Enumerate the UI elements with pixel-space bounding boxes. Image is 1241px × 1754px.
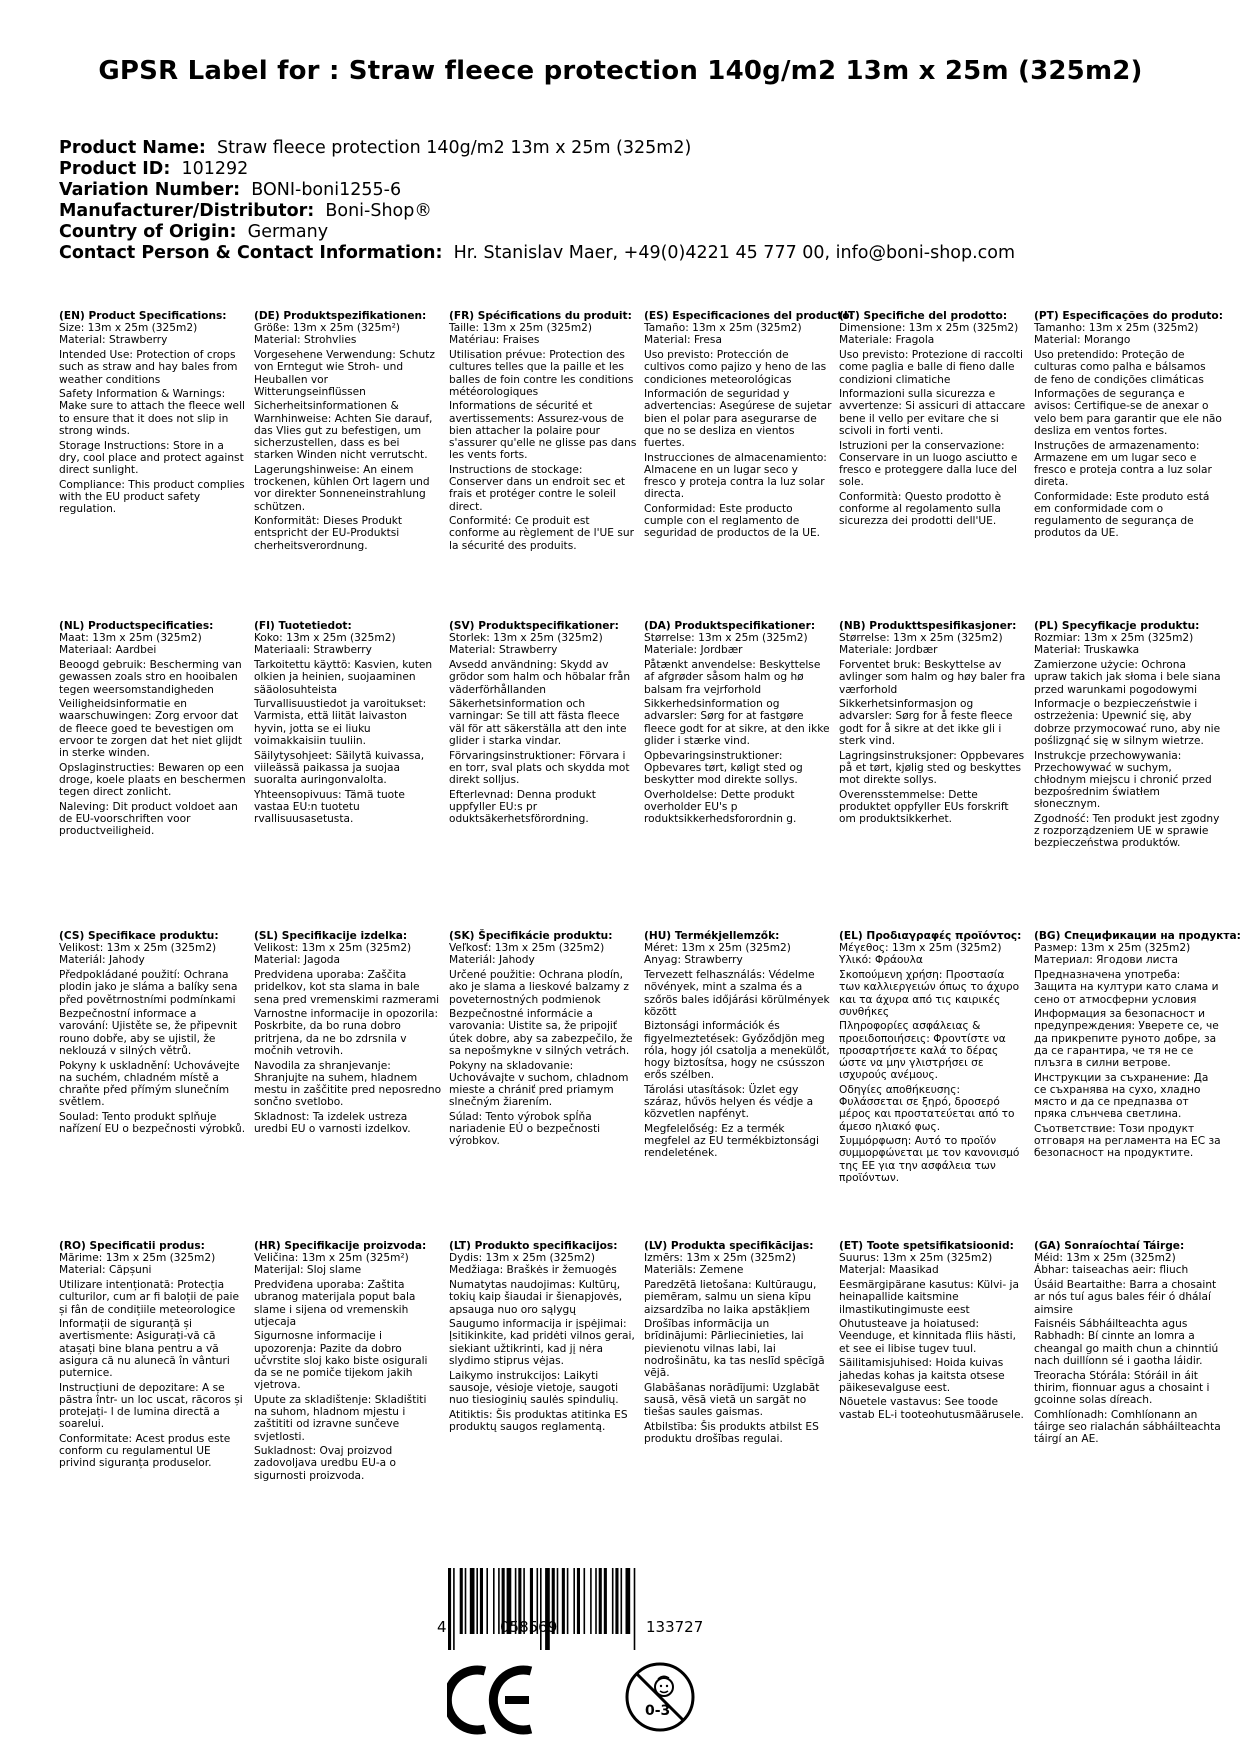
spec-block: [449, 620, 637, 828]
spec-line: Efterlevnad: Denna produkt uppfyller EU:s pr oduktsäkerhetsförordning.: [449, 788, 596, 826]
spec-line: Veličina: 13m x 25m (325m²): [254, 1252, 409, 1265]
info-row: [59, 222, 1015, 243]
spec-line: Mărime: 13m x 25m (325m2): [59, 1252, 216, 1265]
spec-block: [1034, 1240, 1222, 1448]
page-title: GPSR Label for : Straw fleece protection 140g/m2 13m x 25m (325m2): [98, 56, 1143, 86]
ce-mark-icon: [447, 1665, 537, 1735]
spec-heading: (ET) Toote spetsifikatsioonid:: [839, 1240, 1014, 1252]
spec-line: Säilitamisjuhised: Hoida kuivas jahedas kohas ja kaitsta otsese päikesevalguse eest.: [839, 1357, 1005, 1394]
spec-heading: (FR) Spécifications du produit:: [449, 310, 632, 322]
spec-heading: (DE) Produktspezifikationen:: [254, 310, 427, 322]
spec-line: Tervezett felhasználás: Védelme növények, mint a szalma és a szőrös bales időjárási körülmények között: [644, 969, 830, 1018]
spec-line: Overholdelse: Dette produkt overholder EU's p roduktsikkerhedsforordnin g.: [644, 788, 797, 826]
spec-line: Materiale: Jordbær: [839, 644, 938, 657]
spec-heading: (CS) Specifikace produktu:: [59, 930, 219, 942]
info-value: Straw fleece protection 140g/m2 13m x 25m (325m2): [217, 138, 692, 158]
spec-line: Skladnost: Ta izdelek ustreza uredbi EU o varnosti izdelkov.: [254, 1110, 411, 1136]
spec-line: Veiligheidsinformatie en waarschuwingen: Zorg ervoor dat de fleece goed te bevestigen om ervoor te zorgen dat het niet glijdt in sterke winden.: [59, 698, 243, 760]
spec-line: Suurus: 13m x 25m (325m2): [839, 1252, 993, 1265]
spec-line: Upute za skladištenje: Skladištiti na suhom, hladnom mjestu i zaštititi od izravne sunčeve svjetlosti.: [254, 1393, 427, 1443]
spec-line: Μέγεθος: 13m x 25m (325m2): [839, 942, 1002, 955]
info-row: [59, 180, 1015, 201]
spec-line: Uso previsto: Protezione di raccolti come paglia e balle di fieno dalle condizioni climatiche: [839, 349, 1023, 386]
info-value: Germany: [247, 222, 329, 242]
spec-line: Sikkerhedsinformation og advarsler: Sørg for at fastgøre fleece godt for at sikre, at den ikke glider i stærke vind.: [644, 698, 830, 747]
info-value: Hr. Stanislav Maer, +49(0)4221 45 777 00, info@boni-shop.com: [453, 243, 1016, 263]
spec-line: Materjal: Maasikad: [839, 1264, 939, 1277]
spec-line: Bezpečnostné informácie a varovania: Uistite sa, že pripojiť útek dobre, aby sa zabezpečilo, že sa nepošmykne v silných vetrách.: [449, 1008, 633, 1057]
info-row: [59, 138, 1015, 159]
spec-line: Maat: 13m x 25m (325m2): [59, 632, 202, 645]
spec-line: Instrukcje przechowywania: Przechowywać w suchym, chłodnym miejscu i chronić przed bezpośrednim światłem słonecznym.: [1034, 749, 1212, 811]
spec-line: Uso pretendido: Proteção de culturas como palha e bálsamos de feno de condições climáticas: [1034, 349, 1206, 386]
spec-line: Storlek: 13m x 25m (325m2): [449, 632, 603, 645]
spec-heading: (NB) Produkttspesifikasjoner:: [839, 620, 1017, 632]
spec-line: Anyag: Strawberry: [644, 954, 743, 967]
spec-block: [59, 620, 247, 840]
spec-line: Materiale: Jordbær: [644, 644, 743, 657]
spec-block: [254, 1240, 442, 1484]
spec-line: Beoogd gebruik: Bescherming van gewassen zoals stro en hooibalen tegen weersomstandigheden: [59, 659, 242, 696]
spec-line: Materiaal: Aardbei: [59, 644, 157, 657]
spec-line: Veľkosť: 13m x 25m (325m2): [449, 942, 605, 955]
info-key: Contact Person & Contact Information:: [59, 243, 443, 263]
spec-block: [839, 310, 1027, 530]
barcode-digits-right: 133727: [646, 1618, 704, 1636]
spec-line: Izmērs: 13m x 25m (325m2): [644, 1252, 796, 1265]
spec-block: [1034, 310, 1222, 542]
spec-line: Pokyny na skladovanie: Uchovávajte v suchom, chladnom mieste a chrániť pred priamym slnečným žiarením.: [449, 1059, 629, 1109]
spec-heading: (RO) Specificatii produs:: [59, 1240, 205, 1252]
spec-line: Größe: 13m x 25m (325m²): [254, 322, 400, 335]
spec-line: Informations de sécurité et avertissements: Assurez-vous de bien attacher la polaire pour s'assurer qu'elle ne glisse pas dans les vents forts.: [449, 400, 637, 462]
spec-line: Sikkerhetsinformasjon og advarsler: Sørg for å feste fleece godt for å sikre at det ikke gli i sterk vind.: [839, 698, 1013, 747]
spec-line: Размер: 13m x 25m (325m2): [1034, 942, 1191, 955]
spec-line: Lagerungshinweise: An einem trockenen, kühlen Ort lagern und vor direkter Sonneneinstrahlung schützen.: [254, 463, 430, 513]
spec-line: Treoracha Stórála: Stóráil in áit thirim, fionnuar agus a chosaint i gcoinne solas díreach.: [1034, 1369, 1210, 1406]
spec-line: Numatytas naudojimas: Kultūrų, tokių kaip šiaudai ir šienapjovės, apsauga nuo oro sąlygų: [449, 1279, 623, 1316]
spec-line: Conformidad: Este producto cumple con el reglamento de seguridad de productos de la UE.: [644, 503, 821, 540]
spec-block: [254, 930, 442, 1138]
spec-line: Συμμόρφωση: Αυτό το προϊόν συμμορφώνεται με τον κανονισμό της ΕΕ για την ασφάλεια των προϊόντων.: [839, 1135, 1020, 1184]
spec-line: Bezpečnostní informace a varování: Ujistěte se, že připevnit rouno dobře, aby se ujistil, že neklouzá v silných větrů.: [59, 1008, 238, 1057]
spec-line: Velikost: 13m x 25m (325m2): [254, 942, 412, 955]
spec-line: Paredzētā lietošana: Kultūraugu, piemēram, salmu un siena kīpu aizsardzība no laika apstākļiem: [644, 1279, 817, 1316]
spec-line: Medžiaga: Braškės ir žemuogės: [449, 1264, 617, 1277]
spec-line: Conformidade: Este produto está em conformidade com o regulamento de segurança de produtos da UE.: [1034, 490, 1210, 540]
spec-line: Koko: 13m x 25m (325m2): [254, 632, 396, 645]
spec-line: Vorgesehene Verwendung: Schutz von Erntegut wie Stroh- und Heuballen vor Witterungseinflüssen: [254, 349, 435, 398]
spec-line: Méid: 13m x 25m (325m2): [1034, 1252, 1176, 1265]
spec-line: Material: Strawberry: [59, 334, 168, 347]
spec-line: Πληροφορίες ασφάλειας & προειδοποιήσεις: Φροντίστε να προσαρτήσετε καλά το δέρας ώστε να μην γλιστρήσει σε ισχυρούς ανέμους.: [839, 1020, 1006, 1082]
spec-line: Tamaño: 13m x 25m (325m2): [644, 322, 802, 335]
spec-line: Eesmärgipärane kasutus: Külvi- ja heinapallide kaitsmine ilmastikutingimuste eest: [839, 1279, 1019, 1316]
spec-line: Saugumo informacija ir įspėjimai: Įsitikinkite, kad pridėti vilnos gerai, siekiant užtikrinti, kad jį nėra slydimo stiprus vėjas.: [449, 1318, 635, 1367]
spec-line: Informazioni sulla sicurezza e avvertenze: Si assicuri di attaccare bene il vello per evitare che si scivoli in forti venti.: [839, 388, 1026, 437]
spec-line: Predviđena uporaba: Zaštita ubranog materijala poput bala slame i sijena od vremenskih utjecaja: [254, 1279, 416, 1328]
spec-line: Istruzioni per la conservazione: Conservare in un luogo asciutto e fresco e proteggere dalla luce del sole.: [839, 439, 1018, 489]
spec-line: Instrucciones de almacenamiento: Almacene en un lugar seco y fresco y proteja contra la luz solar directa.: [644, 451, 827, 501]
spec-heading: (SV) Produktspecifikationer:: [449, 620, 619, 632]
spec-line: Laikymo instrukcijos: Laikyti sausoje, vėsioje vietoje, saugoti nuo tiesioginių saulės spindulių.: [449, 1369, 619, 1406]
spec-block: [644, 310, 854, 542]
spec-line: Material: Jagoda: [254, 954, 341, 967]
spec-line: Zgodność: Ten produkt jest zgodny z rozporządzeniem UE w sprawie bezpieczeństwa produktów.: [1034, 813, 1220, 850]
spec-line: Atbilstība: Šis produkts atbilst ES produktu drošības regulai.: [644, 1420, 819, 1446]
not-for-children-0-3-icon: [623, 1660, 697, 1734]
spec-line: Atitiktis: Šis produktas atitinka ES produktų saugos reglamentą.: [449, 1408, 628, 1433]
spec-heading: (BG) Спецификации на продукта:: [1034, 930, 1241, 942]
spec-line: Navodila za shranjevanje: Shranjujte na suhem, hladnem mestu in zaščitite pred neposredno sončno svetlobo.: [254, 1059, 442, 1109]
spec-line: Soulad: Tento produkt splňuje nařízení EU o bezpečnosti výrobků.: [59, 1110, 246, 1136]
spec-line: Οδηγίες αποθήκευσης: Φυλάσσεται σε ξηρό, δροσερό μέρος και προστατεύεται από το άμεσο ηλιακό φως.: [839, 1083, 1015, 1133]
barcode-digits-middle: 058569: [500, 1618, 558, 1636]
spec-line: Konformität: Dieses Produkt entspricht der EU-Produktsi cherheitsverordnung.: [254, 515, 403, 552]
info-key: Product Name:: [59, 138, 206, 158]
spec-line: Avsedd användning: Skydd av grödor som halm och höbalar från väderförhållanden: [449, 659, 631, 696]
spec-line: Material: Fresa: [644, 334, 722, 347]
spec-line: Turvallisuustiedot ja varoitukset: Varmista, että liität laivaston hyvin, jotta se ei liuku voimakkaisiin tuuliin.: [254, 698, 427, 747]
info-row: [59, 243, 1015, 264]
spec-line: Naleving: Dit product voldoet aan de EU-voorschriften voor productveiligheid.: [59, 800, 238, 838]
spec-line: Nõuetele vastavus: See toode vastab EL-i tooteohutusmäärusele.: [839, 1396, 1024, 1421]
spec-line: Tárolási utasítások: Üzlet egy száraz, hűvös helyen és védje a közvetlen napfényt.: [644, 1083, 814, 1121]
spec-heading: (LT) Produkto specifikacijos:: [449, 1240, 618, 1252]
spec-line: Taille: 13m x 25m (325m2): [449, 322, 593, 335]
spec-line: Size: 13m x 25m (325m2): [59, 322, 198, 335]
spec-line: Tarkoitettu käyttö: Kasvien, kuten olkien ja heinien, suojaaminen sääolosuhteista: [254, 659, 433, 696]
spec-block: [59, 310, 247, 518]
spec-line: Материал: Ягодови листа: [1034, 954, 1178, 967]
spec-line: Información de seguridad y advertencias: Asegúrese de sujetar bien el polar para asegurarse de que no se desliza en vientos fuertes.: [644, 388, 832, 450]
info-key: Product ID:: [59, 159, 171, 179]
spec-line: Material: Morango: [1034, 334, 1131, 347]
spec-line: Úsáid Beartaithe: Barra a chosaint ar nós tuí agus bales féir ó dhálaí aimsire: [1034, 1279, 1217, 1316]
spec-line: Conformité: Ce produit est conforme au règlement de l'UE sur la sécurité des produits.: [449, 515, 634, 552]
spec-line: Material: Căpșuni: [59, 1264, 152, 1277]
spec-line: Dydis: 13m x 25m (325m2): [449, 1252, 596, 1265]
spec-line: Megfelelőség: Ez a termék megfelel az EU termékbiztonsági rendeletének.: [644, 1123, 819, 1160]
spec-line: Varnostne informacije in opozorila: Poskrbite, da bo runa dobro pritrjena, da ne bo zdrsnila v močnih vetrovih.: [254, 1008, 439, 1057]
spec-line: Съответствие: Този продукт отговаря на регламента на ЕС за безопасност на продуктите.: [1034, 1123, 1221, 1160]
spec-heading: (HR) Specifikacije proizvoda:: [254, 1240, 427, 1252]
spec-line: Instrucțiuni de depozitare: A se păstra într- un loc uscat, răcoros și protejați- l de lumina directă a soarelui.: [59, 1381, 243, 1431]
spec-block: [839, 620, 1027, 828]
spec-line: Předpokládané použití: Ochrana plodin jako je sláma a balíky sena před povětrnostními podmínkami: [59, 969, 238, 1006]
spec-line: Material: Strohvlies: [254, 334, 357, 347]
spec-line: Conformità: Questo prodotto è conforme al regolamento sulla sicurezza dei prodotti dell'UE.: [839, 490, 1002, 528]
spec-heading: (GA) Sonraíochtaí Táirge:: [1034, 1240, 1185, 1252]
spec-block: [644, 930, 832, 1162]
product-info: [59, 138, 1015, 264]
spec-line: Utilisation prévue: Protection des cultures telles que la paille et les balles de foin contre les conditions météorologiques: [449, 349, 634, 398]
spec-line: Υλικό: Φράουλα: [839, 954, 923, 967]
barcode-icon: [436, 1568, 761, 1650]
spec-line: Intended Use: Protection of crops such as straw and hay bales from weather conditions: [59, 349, 238, 386]
spec-line: Informații de siguranță și avertismente: Asigurați-vă că atașați bine blana pentru a vă asigura că nu alunecă în vânturi puternice.: [59, 1318, 230, 1380]
spec-line: Utilizare intenționată: Protecția culturilor, cum ar fi baloții de paie și fân de condițiile meteorologice: [59, 1279, 239, 1316]
spec-line: Materiaali: Strawberry: [254, 644, 372, 657]
info-key: Country of Origin:: [59, 222, 237, 242]
spec-line: Compliance: This product complies with the EU product safety regulation.: [59, 478, 245, 516]
spec-line: Drošības informācija un brīdinājumi: Pārliecinieties, lai pievienotu vilnas labi, lai nodrošinātu, ka tas neslīd spēcīgā vējā.: [644, 1318, 825, 1380]
spec-block: [449, 1240, 637, 1436]
spec-heading: (NL) Productspecificaties:: [59, 620, 214, 632]
spec-block: [839, 930, 1027, 1187]
info-key: Manufacturer/Distributor:: [59, 201, 315, 221]
spec-line: Velikost: 13m x 25m (325m2): [59, 942, 217, 955]
spec-line: Ábhar: taiseachas aeir: fliuch: [1034, 1264, 1189, 1277]
spec-heading: (SL) Specifikacije izdelka:: [254, 930, 408, 942]
spec-line: Overensstemmelse: Dette produktet oppfyller EUs forskrift om produktsikkerhet.: [839, 788, 1009, 826]
spec-line: Forventet bruk: Beskyttelse av avlinger som halm og høy baler fra værforhold: [839, 659, 1026, 696]
spec-heading: (DA) Produktspecifikationer:: [644, 620, 816, 632]
spec-block: [449, 930, 637, 1150]
spec-block: [59, 930, 247, 1138]
spec-heading: (HU) Termékjellemzők:: [644, 930, 780, 942]
spec-block: [449, 310, 637, 554]
spec-heading: (PT) Especificações do produto:: [1034, 310, 1223, 322]
spec-line: Opslaginstructies: Bewaren op een droge, koele plaats en beschermen tegen direct zonlicht.: [59, 761, 246, 799]
spec-line: Glabāšanas norādījumi: Uzglabāt sausā, vēsā vietā un sargāt no tiešas saules gaismas.: [644, 1381, 820, 1419]
spec-heading: (SK) Špecifikácie produktu:: [449, 930, 613, 942]
spec-line: Instruções de armazenamento: Armazene em um lugar seco e fresco e proteja contra a luz solar direta.: [1034, 439, 1212, 489]
spec-line: Rozmiar: 13m x 25m (325m2): [1034, 632, 1194, 645]
info-key: Variation Number:: [59, 180, 241, 200]
spec-block: [839, 1240, 1027, 1423]
info-value: Boni-Shop®: [325, 201, 432, 221]
spec-block: [1034, 620, 1222, 852]
spec-line: Pokyny k uskladnění: Uchovávejte na suchém, chladném místě a chraňte před přímým slunečním světlem.: [59, 1059, 240, 1109]
spec-line: Materiale: Fragola: [839, 334, 935, 347]
spec-heading: (LV) Produkta specifikācijas:: [644, 1240, 814, 1252]
spec-line: Materiál: Jahody: [59, 954, 145, 967]
spec-line: Biztonsági információk és figyelmeztetések: Győződjön meg róla, hogy jól csatolja a menekülőt, hogy biztosítsa, hogy ne csússzon erős szélben.: [644, 1020, 830, 1082]
spec-line: Súlad: Tento výrobok spĺňa nariadenie EÚ o bezpečnosti výrobkov.: [449, 1110, 601, 1148]
spec-line: Comhlíonadh: Comhlíonann an táirge seo rialachán sábháilteachta táirgí an AE.: [1034, 1408, 1221, 1446]
spec-line: Storage Instructions: Store in a dry, cool place and protect against direct sunlight.: [59, 439, 244, 476]
spec-line: Dimensione: 13m x 25m (325m2): [839, 322, 1019, 335]
spec-line: Určené použitie: Ochrana plodín, ako je slama a lieskové balzamy z poveternostných podmienok: [449, 969, 629, 1006]
spec-line: Yhteensopivuus: Tämä tuote vastaa EU:n tuotetu rvallisuusasetusta.: [254, 788, 405, 826]
spec-block: [59, 1240, 247, 1472]
spec-block: [644, 620, 832, 828]
spec-line: Informacje o bezpieczeństwie i ostrzeżenia: Upewnić się, aby dobrze przymocować runo, aby nie poślizgnąć się w silnym wietrze.: [1034, 698, 1221, 747]
spec-line: Informações de segurança e avisos: Certifique-se de anexar o velo bem para garantir que ele não desliza em ventos fortes.: [1034, 388, 1222, 437]
spec-line: Предназначена употреба: Защита на култури като слама и сено от атмосферни условия: [1034, 969, 1219, 1006]
spec-line: Safety Information & Warnings: Make sure to attach the fleece well to ensure that it does not slip in strong winds.: [59, 388, 245, 437]
spec-line: Förvaringsinstruktioner: Förvara i en torr, sval plats och skydda mot direkt solljus.: [449, 749, 630, 786]
spec-line: Matériau: Fraises: [449, 334, 540, 347]
spec-line: Säkerhetsinformation och varningar: Se till att fästa fleece väl för att säkerställa att den inte glider i starka vindar.: [449, 698, 627, 747]
info-row: [59, 201, 1015, 222]
spec-line: Инструкции за съхранение: Да се съхранява на сухо, хладно място и да се предпазва от пряка слънчева светлина.: [1034, 1071, 1209, 1121]
spec-heading: (EN) Product Specifications:: [59, 310, 227, 322]
spec-line: Méret: 13m x 25m (325m2): [644, 942, 791, 955]
spec-line: Uso previsto: Protección de cultivos como pajizo y heno de las condiciones meteorológicas: [644, 349, 827, 386]
spec-line: Størrelse: 13m x 25m (325m2): [839, 632, 1003, 645]
spec-line: Tamanho: 13m x 25m (325m2): [1034, 322, 1199, 335]
spec-line: Størrelse: 13m x 25m (325m2): [644, 632, 808, 645]
spec-line: Sukladnost: Ovaj proizvod zadovoljava uredbu EU-a o sigurnosti proizvoda.: [254, 1445, 397, 1482]
barcode-digit-left: 4: [437, 1618, 447, 1636]
spec-heading: (EL) Προδιαγραφές προϊόντος:: [839, 930, 1022, 942]
spec-line: Sigurnosne informacije i upozorenja: Pazite da dobro učvrstite sloj kako biste osigurali da se ne pomiče tijekom jakih vjetrova.: [254, 1330, 428, 1392]
spec-line: Sicherheitsinformationen & Warnhinweise: Achten Sie darauf, das Vlies gut zu befestigen, um sicherzustellen, dass es bei starken Winden nicht verrutscht.: [254, 400, 433, 462]
spec-line: Zamierzone użycie: Ochrona upraw takich jak słoma i bele siana przed warunkami pogodowymi: [1034, 659, 1221, 696]
spec-block: [254, 620, 442, 828]
spec-line: Materiał: Truskawka: [1034, 644, 1140, 657]
spec-line: Conformitate: Acest produs este conform cu regulamentul UE privind siguranța produselor.: [59, 1433, 231, 1470]
spec-heading: (ES) Especificaciones del producto:: [644, 310, 854, 322]
info-value: BONI-boni1255-6: [251, 180, 402, 200]
spec-line: Materiál: Jahody: [449, 954, 535, 967]
spec-heading: (FI) Tuotetiedot:: [254, 620, 352, 632]
spec-line: Lagringsinstruksjoner: Oppbevares på et tørt, kjølig sted og beskyttes mot direkte sollys.: [839, 749, 1025, 786]
info-row: [59, 159, 1015, 180]
spec-line: Materiāls: Zemene: [644, 1264, 744, 1277]
spec-heading: (PL) Specyfikacje produktu:: [1034, 620, 1200, 632]
spec-line: Faisnéis Sábháilteachta agus Rabhadh: Bí cinnte an lomra a cheangal go maith chun a chinntiú nach duillíonn sé i gaotha láidir.: [1034, 1318, 1219, 1367]
spec-heading: (IT) Specifiche del prodotto:: [839, 310, 1008, 322]
spec-line: Säilytysohjeet: Säilytä kuivassa, viileässä paikassa ja suojaa suoralta auringonvalolta.: [254, 749, 425, 786]
age-range-label: 0-3: [645, 1703, 671, 1719]
spec-block: [1034, 930, 1241, 1162]
spec-line: Ohutusteave ja hoiatused: Veenduge, et kinnitada fliis hästi, et see ei libise tugev tuul.: [839, 1318, 1016, 1355]
spec-block: [254, 310, 442, 554]
spec-line: Opbevaringsinstruktioner: Opbevares tørt, køligt sted og beskytter mod direkte sollys.: [644, 749, 803, 786]
spec-line: Påtænkt anvendelse: Beskyttelse af afgrøder såsom halm og hø balsam fra vejrforhold: [644, 659, 821, 696]
spec-line: Информация за безопасност и предупреждения: Уверете се, че да прикрепите руното добре, за да се гарантира, че тя не се плъзга в силни ветрове.: [1034, 1008, 1219, 1070]
spec-block: [644, 1240, 832, 1448]
spec-line: Materijal: Sloj slame: [254, 1264, 362, 1277]
spec-line: Σκοπούμενη χρήση: Προστασία των καλλιεργειών όπως το άχυρο και τα άχυρα από τις καιρικές συνθήκες: [839, 969, 1020, 1018]
spec-line: Predvidena uporaba: Zaščita pridelkov, kot sta slama in bale sena pred vremenskimi razmerami: [254, 969, 440, 1006]
spec-line: Material: Strawberry: [449, 644, 558, 657]
spec-line: Instructions de stockage: Conserver dans un endroit sec et frais et protéger contre le soleil direct.: [449, 463, 626, 513]
info-value: 101292: [181, 159, 249, 179]
